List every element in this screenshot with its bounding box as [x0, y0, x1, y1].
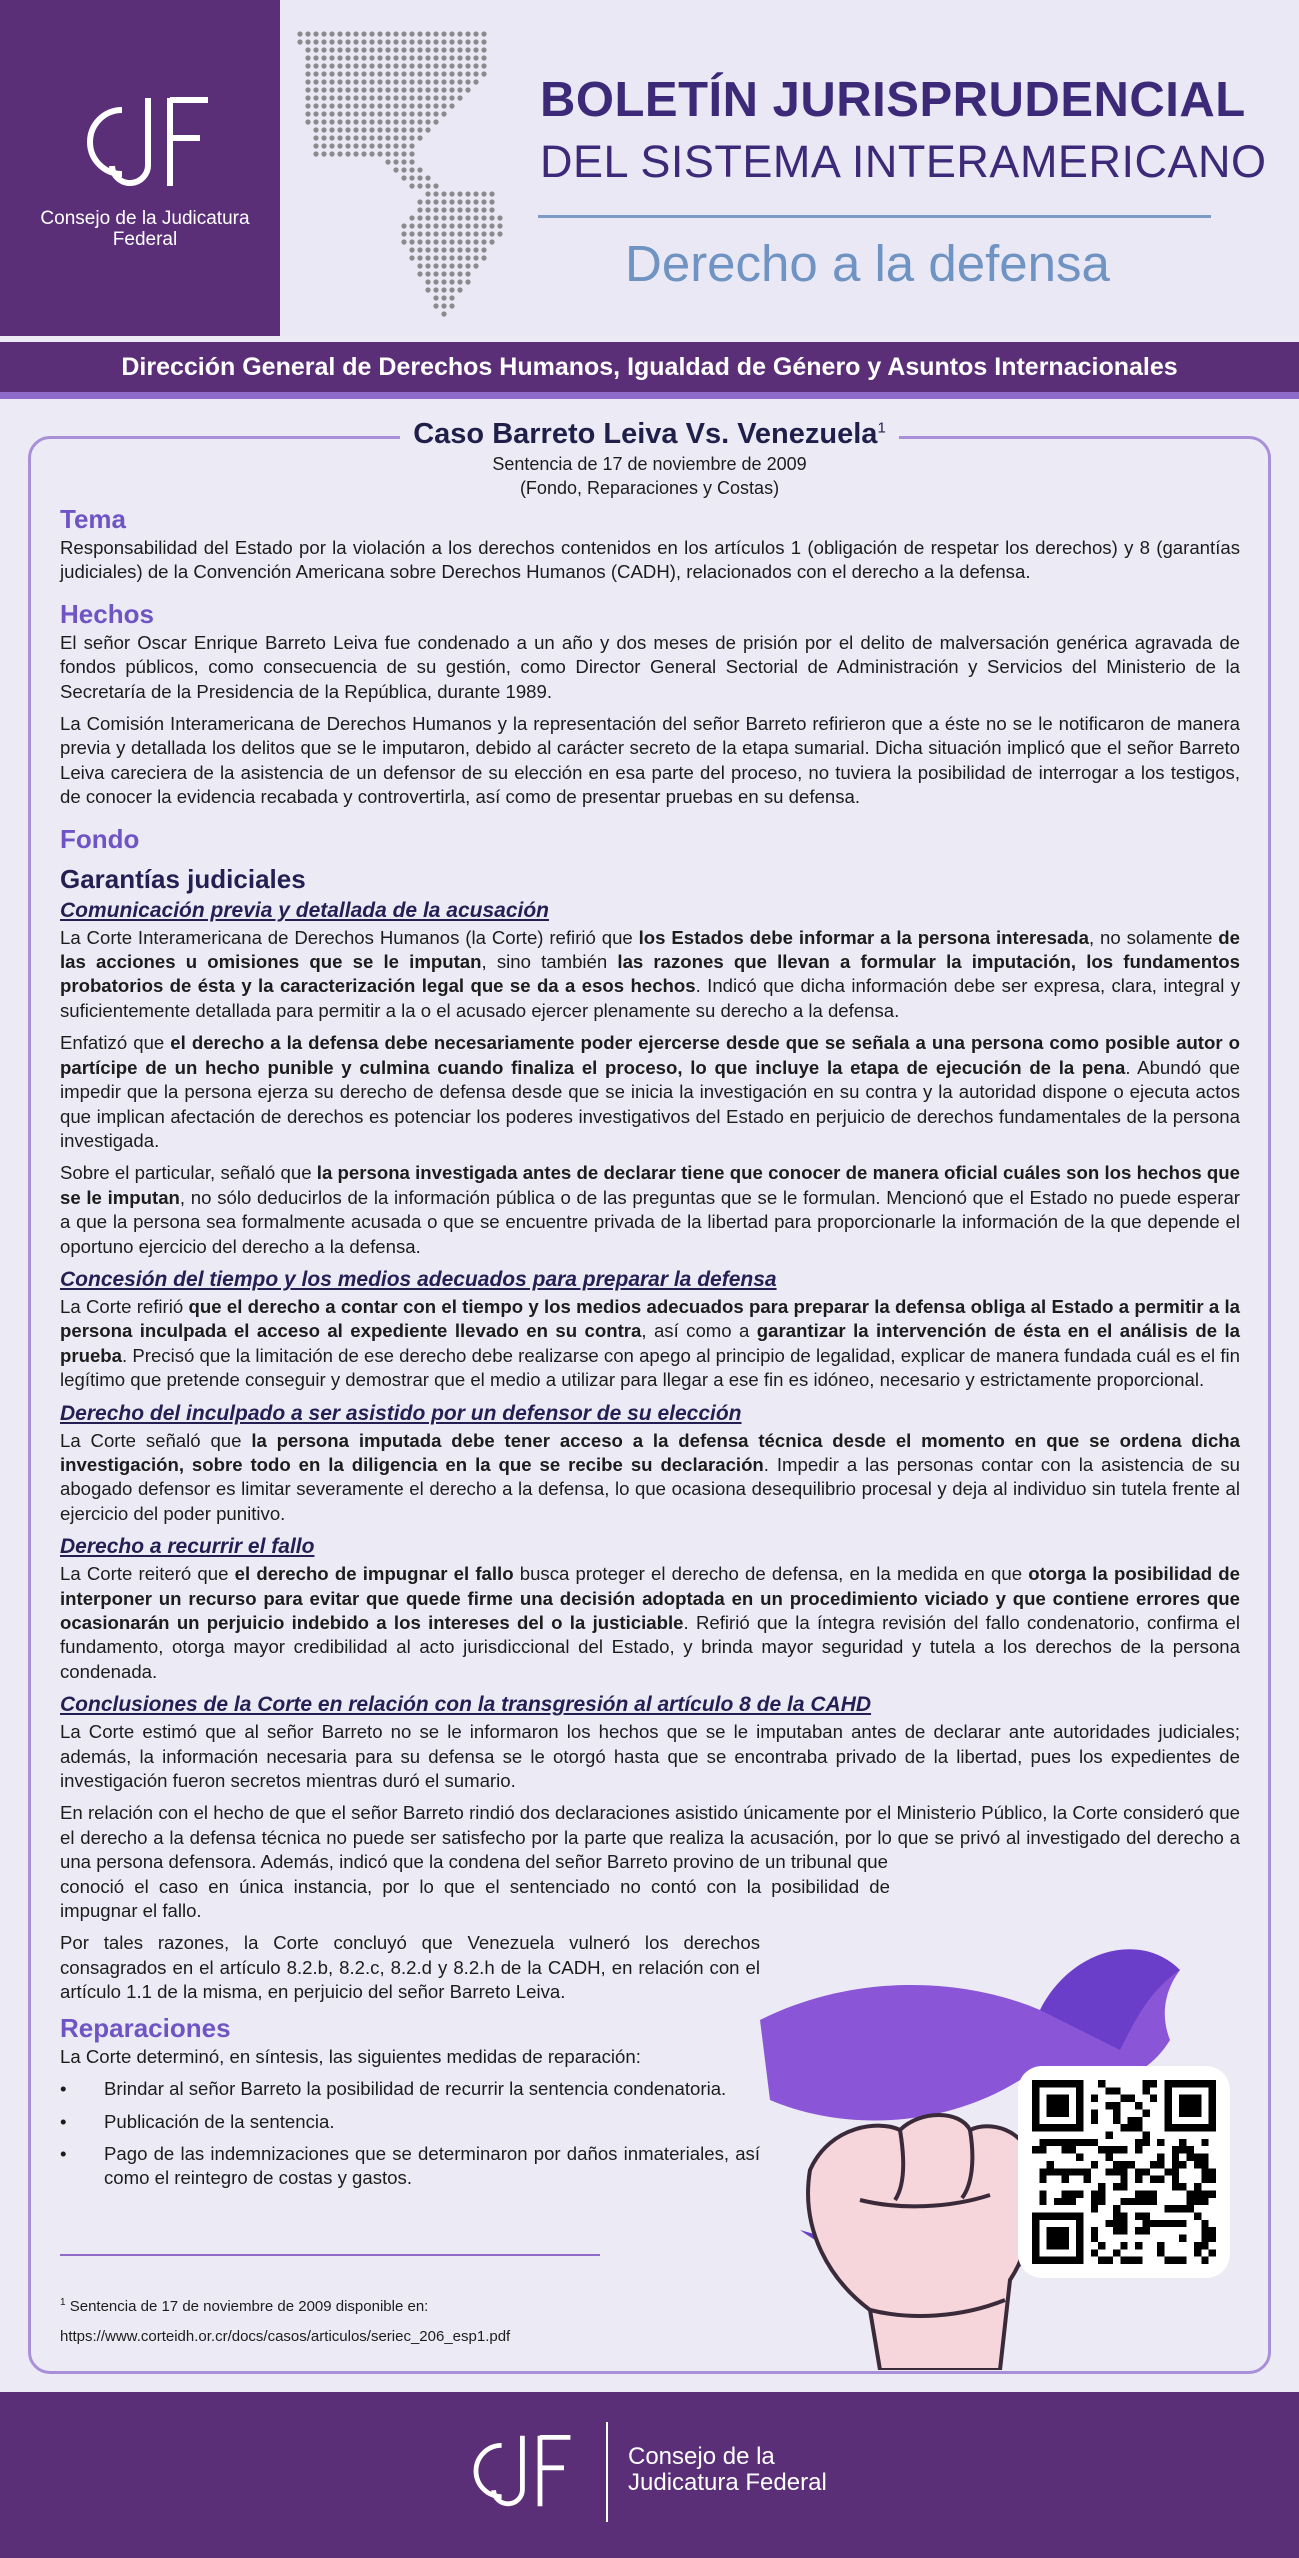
topic-heading-comunicacion: Comunicación previa y detallada de la acusación: [60, 898, 550, 922]
conclusiones-paragraph-1: La Corte estimó que al señor Barreto no se le informaron los hechos que se le imputaban antes de declarar ante autoridades judiciales; además, la información necesaria para su defensa se le otorgó hasta que se encontraba privado de la libertad, pues los expedientes de investigación fueron secretos mientras duró el sumario.: [60, 1721, 1240, 1792]
section-heading-tema: Tema: [60, 504, 126, 534]
case-type: (Fondo, Reparaciones y Costas): [519, 478, 780, 498]
tiempo-medios-paragraph: La Corte refirió que el derecho a contar con el tiempo y los medios adecuados para preparar la defensa obliga al Estado a permitir a la persona inculpada el acceso al expediente llevado en su contra, así como a garantizar la intervención de ésta en el análisis de la prueba. Precisó que la limitación de ese derecho debe realizarse con apego al principio de legalidad, explicar de manera fundada cuál es el fin legítimo que pretende conseguir y demostrar que el medio a utilizar para llegar a ese fin es idóneo, necesario y estrictamente proporcional.: [60, 1295, 1240, 1391]
hechos-paragraph-1: El señor Oscar Enrique Barreto Leiva fue condenado a un año y dos meses de prisión por el delito de malversación genérica agravada de fondos públicos, como consecuencia de su gestión, como Director General Sectorial de Administración y Servicios del Ministerio de la Secretaría de la Presidencia de la República, durante 1989.: [60, 631, 1240, 702]
footnote-link[interactable]: https://www.corteidh.or.cr/docs/casos/articulos/seriec_206_esp1.pdf: [60, 2328, 511, 2345]
americas-dot-map-icon: [288, 30, 528, 320]
bulletin-subtitle: DEL SISTEMA INTERAMERICANO: [540, 136, 1267, 187]
footnote-ref: 1: [877, 419, 886, 437]
footer-logo-text: Consejo de la Judicatura Federal: [628, 2443, 827, 2496]
logo-panel: [0, 0, 280, 336]
qr-code-icon[interactable]: [1018, 2066, 1230, 2278]
title-divider: [538, 215, 1211, 218]
topic-heading-defensor: Derecho del inculpado a ser asistido por un defensor de su elección: [60, 1401, 742, 1425]
header: [0, 0, 1299, 336]
comunicacion-paragraph-2: Enfatizó que el derecho a la defensa debe necesariamente poder ejercerse desde que se señala a una persona como posible autor o partícipe de un hecho punible y culmina cuando finaliza el proceso, lo que incluye la etapa de ejecución de la pena. Abundó que impedir que la persona ejerza su derecho de defensa desde que se inicia la investigación en su contra y la autoridad dispone o ejecuta actos que implican afectación de derechos es potenciar los poderes investigativos del Estado en perjuicio de derechos fundamentales de la persona investigada.: [60, 1032, 1240, 1151]
tema-paragraph: Responsabilidad del Estado por la violación a los derechos contenidos en los artículos 1 (obligación de respetar los derechos) y 8 (garantías judiciales) de la Convención Americana sobre Derechos Humanos (CADH), relacionados con el derecho a la defensa.: [60, 537, 1240, 583]
hechos-paragraph-2: La Comisión Interamericana de Derechos Humanos y la representación del señor Barreto refirieron que a éste no se le notificaron de manera previa y detallada los delitos que se le imputaron, debido al carácter secreto de la etapa sumarial. Dicha situación implicó que el señor Barreto Leiva careciera de la asistencia de un defensor de su elección en esa parte del proceso, no tuviera la posibilidad de interrogar a los testigos, de conocer la evidencia recabada y controvertirla, así como de presentar pruebas en su defensa.: [60, 713, 1240, 808]
conclusiones-paragraph-3: Por tales razones, la Corte concluyó que Venezuela vulneró los derechos consagrados en el artículo 8.2.b, 8.2.c, 8.2.d y 8.2.h de la CADH, en relación con el artículo 1.1 de la misma, en perjuicio del señor Barreto Leiva.: [60, 1932, 760, 2003]
reparaciones-intro: La Corte determinó, en síntesis, las siguientes medidas de reparación:: [60, 2045, 641, 2067]
logo-text: Consejo de la Judicatura Federal: [40, 208, 250, 250]
bulletin-topic: Derecho a la defensa: [625, 235, 1110, 292]
footnote: $^1$ Sentencia de 17 de noviembre de 2009 disponible en: https://www.corteidh.or.cr/docs/casos/articulos/seriec_206_esp1.pdf: [60, 2288, 760, 2352]
reparaciones-list: [60, 2077, 760, 2191]
list-item: • Publicación de la sentencia.: [60, 2110, 760, 2134]
comunicacion-paragraph-3: Sobre el particular, señaló que la persona investigada antes de declarar tiene que conocer de manera oficial cuáles son los hechos que se le imputan, no sólo deducirlos de la información pública o de las preguntas que se le formulan. Mencionó que el Estado no puede esperar a que la persona sea formalmente acusada o que se encuentre privada de la libertad para proporcionarle la información de la que depende el oportuno ejercicio del derecho a la defensa.: [60, 1162, 1240, 1257]
section-heading-reparaciones: Reparaciones: [60, 2012, 231, 2043]
raised-fist-icon: [808, 2115, 1034, 2370]
topic-heading-recurrir: Derecho a recurrir el fallo: [60, 1535, 315, 1559]
topic-heading-conclusiones: Conclusiones de la Corte en relación con la transgresión al artículo 8 de la CAHD: [60, 1693, 872, 1717]
recurrir-paragraph: La Corte reiteró que el derecho de impugnar el fallo busca proteger el derecho de defensa, en la medida en que otorga la posibilidad de interponer un recurso para evitar que quede firme una decisión adoptada en un procedimiento viciado y que contiene errores que ocasionarán un perjuicio indebido a los intereses del o la justiciable. Refirió que la íntegra revisión del fallo condenatorio, confirma el fundamento, otorga mayor credibilidad al acto jurisdiccional del Estado, y brinda mayor seguridad y tutela a los derechos de la persona condenada.: [60, 1563, 1240, 1682]
footer-divider: [606, 2422, 608, 2522]
banner-underline: [0, 392, 1299, 399]
cjf-logo-icon: [460, 2416, 580, 2526]
section-heading-fondo: Fondo: [60, 823, 140, 854]
conclusiones-paragraph-2a: En relación con el hecho de que el señor Barreto rindió dos declaraciones asistido únicamente por el Ministerio Público, la Corte consideró que el derecho a la defensa técnica no puede ser satisfecho por la parte que realiza la acusación, por lo que se privó al investigado del derecho a una persona defensora. Además, indicó que la condena del señor Barreto provino de un tribunal que: [60, 1802, 1240, 1873]
section-heading-hechos: Hechos: [60, 598, 154, 629]
department-banner: Dirección General de Derechos Humanos, Igualdad de Género y Asuntos Internacionales: [0, 342, 1299, 392]
list-item: • Brindar al señor Barreto la posibilidad de recurrir la sentencia condenatoria.: [60, 2077, 760, 2101]
topic-heading-tiempo-medios: Concesión del tiempo y los medios adecuados para preparar la defensa: [60, 1267, 777, 1291]
cjf-logo-icon: [70, 92, 220, 192]
case-date: Sentencia de 17 de noviembre de 2009: [492, 454, 807, 474]
footnote-divider: [60, 2254, 600, 2256]
bulletin-title: BOLETÍN JURISPRUDENCIAL: [540, 73, 1246, 127]
footer: [0, 2392, 1299, 2558]
subsection-heading-garantias: Garantías judiciales: [60, 863, 306, 894]
conclusiones-paragraph-2b: conoció el caso en única instancia, por lo que el sentenciado no contó con la posibilidad de impugnar el fallo.: [60, 1875, 890, 1922]
comunicacion-paragraph-1: La Corte Interamericana de Derechos Humanos (la Corte) refirió que los Estados debe informar a la persona interesada, no solamente de las acciones u omisiones que se le imputan, sino también las razones que llevan a formular la imputación, los fundamentos probatorios de ésta y la caracterización legal que se da a esos hechos. Indicó que dicha información debe ser expresa, clara, integral y suficientemente detallada para permitir a la o el acusado ejercer plenamente su derecho a la defensa.: [60, 926, 1241, 1021]
case-title: Caso Barreto Leiva Vs. Venezuela$^1$: [400, 418, 899, 451]
list-item: • Pago de las indemnizaciones que se determinaron por daños inmateriales, así como el reintegro de costas y gastos.: [60, 2142, 760, 2191]
defensor-paragraph: La Corte señaló que la persona imputada debe tener acceso a la defensa técnica desde el momento en que se ordena dicha investigación, sobre todo en la diligencia en la que se recibe su declaración. Impedir a las personas contar con la asistencia de su abogado defensor es limitar severamente el derecho a la defensa, lo que ocasiona desequilibrio procesal y deja al individuo sin tutela frente al ejercicio del poder punitivo.: [60, 1429, 1240, 1524]
case-meta: [300, 452, 999, 500]
